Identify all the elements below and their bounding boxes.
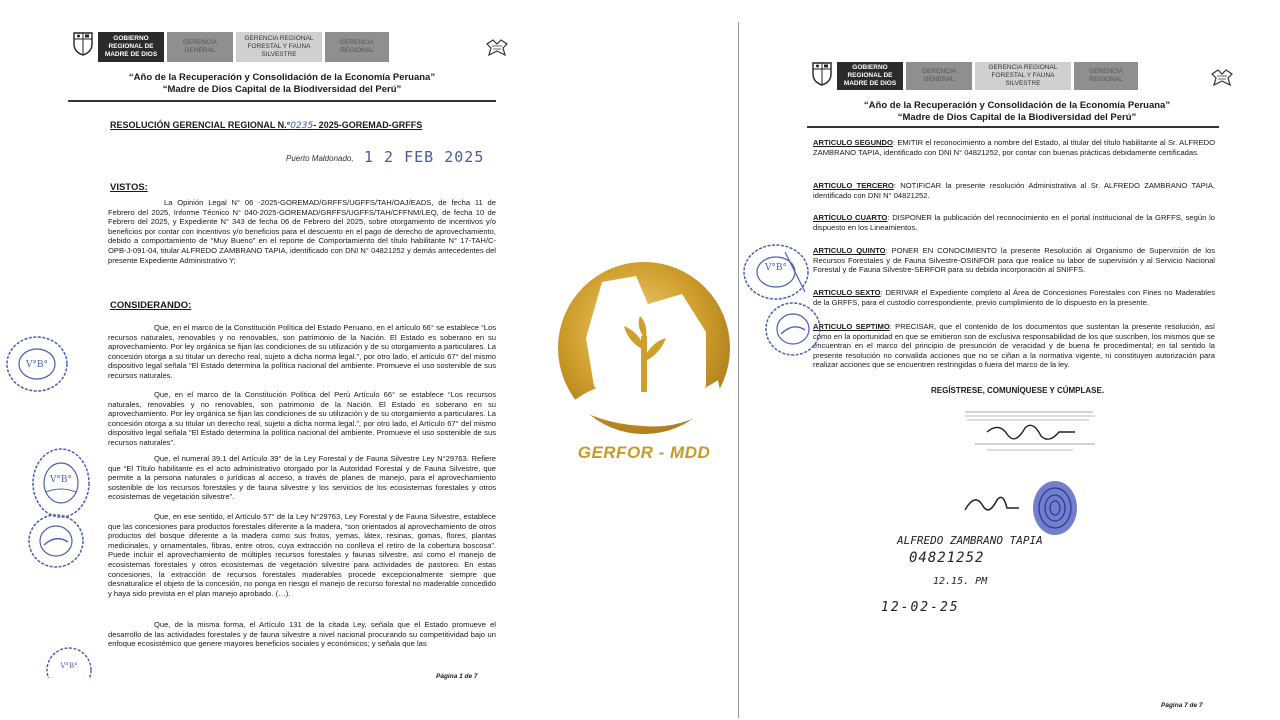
- article-sixth: [813, 288, 1215, 307]
- letterhead: [837, 62, 1138, 90]
- handwritten-date: 12-02-25: [881, 600, 960, 615]
- article-fifth: [813, 246, 1215, 275]
- coat-of-arms-icon: [811, 60, 833, 86]
- article-seventh: [813, 322, 1215, 370]
- header-regional-box: GERENCIA REGIONAL: [1074, 62, 1138, 90]
- resolution-title-suffix: - 2025-GOREMAD-GRFFS: [313, 120, 423, 130]
- article-seventh-text: : PRECISAR, que el contenido de los documentos que sustentan la presente resolución, así como en la oportunidad en que se emitieron son de exclusiva responsabilidad de los que suscriben, los mismos que se encuentran en el marco del principio de presunción de veracidad y de buena fe procedimental; en tal sentido la presente resolución no convalida acciones que no se ciñan a la normativa vigente, ni constituyen autorización para realizar acciones que se encuentren restringidas o fuera del marco de la ley.: [813, 322, 1215, 370]
- resolution-title: [110, 120, 530, 131]
- page-number: Página 7 de 7: [1161, 702, 1203, 709]
- considerando-paragraph-5: Que, de la misma forma, el Artículo 131 de la citada Ley, señala que el Estado promueve el desarrollo de las actividades forestales y de fauna silvestre a nivel nacional procurando su competitividad bajo un enfoque ecosistémico que genere mayores beneficios sociales y económicos; y señala que las: [108, 620, 496, 649]
- header-forestal-box: GERENCIA REGIONAL FORESTAL Y FAUNA SILVESTRE: [236, 32, 322, 62]
- gerfor-logo-text: GERFOR - MDD: [577, 443, 711, 462]
- motto-line-1: “Año de la Recuperación y Consolidación de la Economía Peruana”: [128, 72, 436, 83]
- article-sixth-text: : DERIVAR el Expediente completo al Área de Concesiones Forestales con Fines no Maderables de la GRFFS, para el custodio correspondiente, previo cumplimiento de lo dispuesto en la presente.: [813, 288, 1216, 307]
- signature-stamp-icon: [963, 406, 1103, 462]
- resolution-number: 0235: [290, 121, 314, 131]
- approval-seal-icon: [30, 446, 92, 520]
- letterhead: [98, 32, 389, 62]
- handwritten-time: 12.15. PM: [933, 576, 988, 587]
- place-label: Puerto Maldonado,: [286, 154, 354, 163]
- gerfor-logo-icon: [556, 254, 732, 474]
- header-general-box: GERENCIA GENERAL: [906, 62, 972, 90]
- header-divider: [807, 126, 1219, 128]
- svg-text:V°B°: V°B°: [764, 263, 788, 273]
- article-fifth-text: : PONER EN CONOCIMIENTO la presente Resolución al Organismo de Supervisión de los Recursos Forestales y de Fauna Silvestre-OSINFOR para que realice su labor de supervisión y al Servicio Nacional Forestal y de Fauna Silvestre-SERFOR para su debida incorporación al SNIFFS.: [813, 246, 1215, 275]
- considerando-heading: CONSIDERANDO:: [110, 300, 192, 311]
- header-government-box: GOBIERNO REGIONAL DE MADRE DE DIOS: [98, 32, 164, 62]
- approval-seal-icon: [44, 644, 94, 678]
- regional-bird-emblem-icon: [1209, 66, 1235, 90]
- motto-line-1: “Año de la Recuperación y Consolidación de la Economía Peruana”: [863, 100, 1171, 111]
- handwritten-name: ALFREDO ZAMBRANO TAPIA: [897, 534, 1043, 547]
- article-fourth-text: : DISPONER la publicación del reconocimiento en el portal institucional de la GRFFS, según lo dispuesto en los Lineamientos.: [813, 213, 1215, 232]
- vistos-paragraph: La Opinión Legal N° 06 -2025-GOREMAD/GRFFS/UGFFS/TAH/OAJ/EADS, de fecha 11 de Febrero del 2025, Informe Técnico N° 040-2025-GOREMAD/GRFFS/UGFFS/TAH/CFFNM/LEQ, de fecha 10 de Febrero del 2025, y Expediente N° 343 de fecha 06 de Febrero del 2025, sobre otorgamiento de incentivos y/o beneficios por contar con incentivos y/o beneficios para el descuento en el pago de derecho de aprovechamiento, debido a comportamiento de “Muy Bueno” en el reporte de Comportamiento del título habilitante N° 17-TAH/C-OPB-J-091-04, titular ALFREDO ZAMBRANO TAPIA, identificado con DNI N° 04821252 y demás antecedentes del presente Expediente Administrativo Y;: [108, 198, 496, 265]
- header-regional-box: GERENCIA REGIONAL: [325, 32, 389, 62]
- approval-seal-icon: [741, 242, 811, 302]
- svg-text:V°B°: V°B°: [60, 662, 78, 670]
- resolution-title-prefix: RESOLUCIÓN GERENCIAL REGIONAL N.°: [110, 120, 291, 130]
- regional-bird-emblem-icon: [484, 36, 510, 60]
- vistos-heading: VISTOS:: [110, 182, 148, 193]
- header-forestal-box: GERENCIA REGIONAL FORESTAL Y FAUNA SILVESTRE: [975, 62, 1071, 90]
- svg-text:V°B°: V°B°: [25, 360, 49, 370]
- fingerprint-icon: [1029, 478, 1081, 538]
- motto-line-2: “Madre de Dios Capital de la Biodiversidad del Perú”: [897, 112, 1137, 123]
- article-seventh-label: ARTICULO SEPTIMO: [813, 322, 890, 331]
- considerando-paragraph-1: Que, en el marco de la Constitución Política del Estado Peruano, en el artículo 66° se establece “Los recursos naturales, renovables y no renovables, son patrimonio de la Nación. El Estado es soberano en su aprovechamiento. Por ley orgánica se fijan las condiciones de su utilización y de su otorgamiento a particulares. La concesión otorga a su titular un derecho real, sujeto a dicha norma legal.”, por otro lado, el artículo 67° del mismo dispositivo legal señala “El Estado determina la política nacional del ambiente. Promueve el uso sostenible de sus recursos naturales.: [108, 323, 496, 380]
- approval-seal-icon: [4, 334, 70, 394]
- closing-formula: REGÍSTRESE, COMUNÍQUESE Y CÚMPLASE.: [931, 386, 1105, 395]
- handwritten-dni: 04821252: [909, 550, 985, 566]
- resolution-page-7: [738, 22, 1269, 718]
- header-government-box: GOBIERNO REGIONAL DE MADRE DE DIOS: [837, 62, 903, 90]
- article-sixth-label: ARTICULO SEXTO: [813, 288, 881, 297]
- header-general-box: GERENCIA GENERAL: [167, 32, 233, 62]
- article-fifth-label: ARTICULO QUINTO: [813, 246, 886, 255]
- article-fourth-label: ARTÍCULO CUARTO: [813, 213, 888, 222]
- considerando-paragraph-3: Que, el numeral 39.1 del Artículo 39° de la Ley Forestal y de Fauna Silvestre Ley N°29763. Refiere que “El Título habilitante es el acto administrativo otorgado por la Autoridad Forestal y de Fauna Silvestre, que permite a la persona naturales o jurídicas al acceso, a través de planes de manejo, para el aprovechamiento sostenible de los recursos forestales y de fauna silvestre y los servicios de los ecosistemas forestales y otros ecosistemas de vegetación silvestre”.: [108, 454, 496, 502]
- page-number: Página 1 de 7: [436, 673, 478, 680]
- holder-signature-icon: [961, 488, 1023, 518]
- date-stamp: 1 2 FEB 2025: [364, 148, 485, 166]
- considerando-paragraph-4: Que, en ese sentido, el Artículo 57° de la Ley N°29763, Ley Forestal y de Fauna Silvestre, establece que las concesiones para productos forestales diferente a la madera, “son orientados al aprovechamiento de otros productos del bosque diferente a la madera como sus frutos, yemas, látex, resinas, gomas, flores, plantas medicinales, y ornamentales, fibras, entre otros, cuya extracción no conlleva el retiro de la cobertura boscosa”. Puede incluir el aprovechamiento de múltiples recursos forestales y faunas silvestre, así como el manejo de ecosistemas forestales y otros ecosistemas de vegetación silvestre para actividades de pastoreo. En estas concesiones, la extracción de recursos forestales maderables procede excepcionalmente siempre que desnaturalice el objeto de la concesión, no ponga en riesgo el manejo de recurso forestal no maderable concedido y haya sido prevista en el plan manejo aprobado. (…).: [108, 512, 496, 598]
- considerando-paragraph-2: Que, en el marco de la Constitución Política del Perú Artículo 66° se establece “Los recursos naturales, renovables y no renovables, son patrimonio de la Nación. El Estado es soberano en su aprovechamiento. Por ley orgánica se fijan las condiciones de su utilización y de su otorgamiento a particulares. La concesión otorga a su titular un derecho real, sujeto a dicha norma legal.”, por otro lado, el Artículo 67° del mismo dispositivo legal señala “El Estado determina la política nacional del ambiente. Promueve el uso sostenible de sus recursos naturales”.: [108, 390, 496, 447]
- approval-seal-icon: [26, 512, 86, 570]
- svg-text:V°B°: V°B°: [49, 475, 73, 485]
- coat-of-arms-icon: [72, 30, 94, 56]
- header-divider: [68, 100, 496, 102]
- approval-seal-icon: [763, 300, 823, 358]
- article-second: [813, 138, 1215, 157]
- article-second-label: ARTICULO SEGUNDO: [813, 138, 893, 147]
- article-third-label: ARTICULO TERCERO: [813, 181, 894, 190]
- article-third-text: : NOTIFICAR la presente resolución Administrativa al Sr. ALFREDO ZAMBRANO TAPIA, identificado con DNI N° 04821252.: [813, 181, 1216, 200]
- article-fourth: [813, 213, 1215, 232]
- motto-line-2: “Madre de Dios Capital de la Biodiversidad del Perú”: [162, 84, 402, 95]
- article-second-text: : EMITIR el reconocimiento a nombre del Estado, al titular del título habilitante al Sr. ALFREDO ZAMBRANO TAPIA, identificado con DNI N° 04821252, por contar con buenas prácticas debidamente certificadas.: [813, 138, 1215, 157]
- article-third: [813, 181, 1215, 200]
- resolution-page-1: [0, 18, 548, 718]
